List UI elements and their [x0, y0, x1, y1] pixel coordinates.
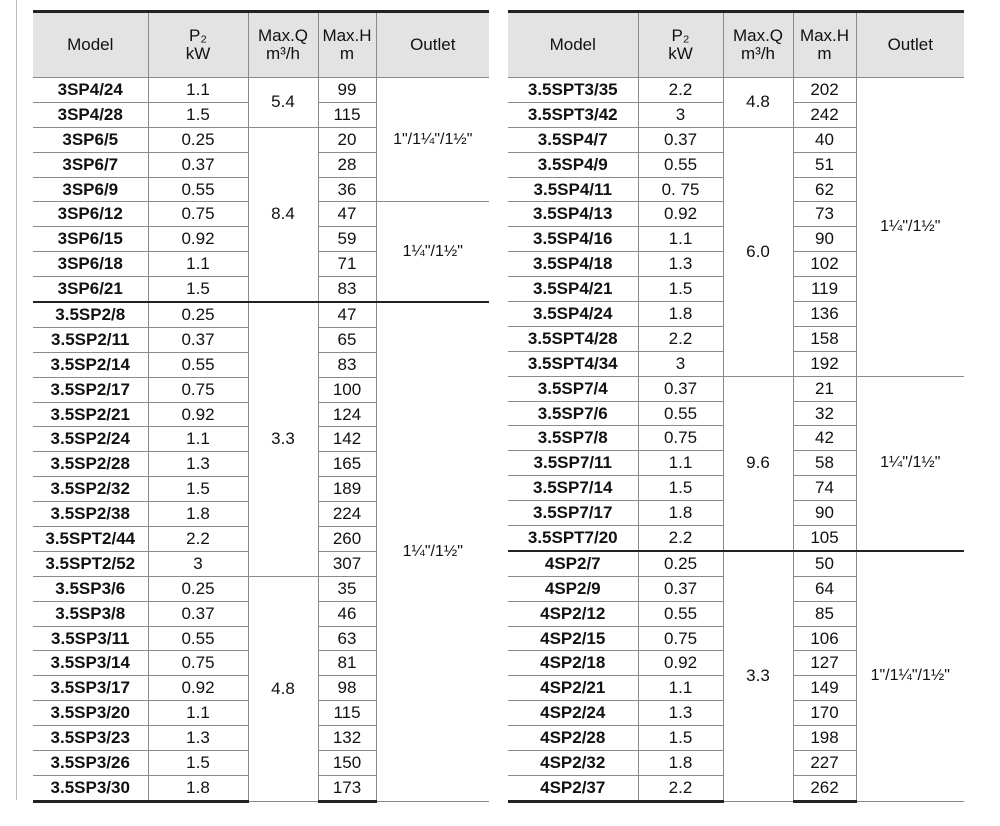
power-cell: 0.75 — [638, 426, 723, 451]
power-cell: 0.75 — [148, 202, 248, 227]
model-cell: 3.5SP7/8 — [508, 426, 638, 451]
model-cell: 3.5SPT4/28 — [508, 326, 638, 351]
power-cell: 1.3 — [638, 701, 723, 726]
power-cell: 0.55 — [148, 177, 248, 202]
model-cell: 4SP2/12 — [508, 601, 638, 626]
max-head-cell: 102 — [793, 252, 856, 277]
header-maxq: Max.Q m³/h — [723, 12, 793, 78]
max-head-cell: 90 — [793, 501, 856, 526]
max-head-cell: 224 — [318, 502, 376, 527]
power-cell: 0.37 — [638, 376, 723, 401]
model-cell: 3.5SP3/23 — [33, 726, 148, 751]
power-cell: 0.25 — [148, 302, 248, 327]
model-cell: 3.5SP3/6 — [33, 576, 148, 601]
power-cell: 2.2 — [638, 78, 723, 103]
max-head-cell: 47 — [318, 302, 376, 327]
max-flow-cell: 6.0 — [723, 127, 793, 376]
power-cell: 0.55 — [638, 601, 723, 626]
header-outlet: Outlet — [376, 12, 489, 78]
model-cell: 3.5SP7/11 — [508, 451, 638, 476]
max-head-cell: 127 — [793, 651, 856, 676]
power-cell: 2.2 — [638, 526, 723, 551]
max-head-cell: 165 — [318, 452, 376, 477]
max-head-cell: 136 — [793, 302, 856, 327]
power-cell: 1.8 — [148, 502, 248, 527]
power-cell: 1.1 — [638, 227, 723, 252]
model-cell: 4SP2/32 — [508, 751, 638, 776]
max-head-cell: 173 — [318, 775, 376, 801]
max-head-cell: 158 — [793, 326, 856, 351]
max-head-cell: 90 — [793, 227, 856, 252]
outlet-cell: 1¼"/1½" — [856, 78, 964, 377]
max-head-cell: 40 — [793, 127, 856, 152]
model-cell: 3.5SP7/4 — [508, 376, 638, 401]
max-head-cell: 202 — [793, 78, 856, 103]
outlet-cell: 1¼"/1½" — [376, 202, 489, 302]
model-cell: 3.5SP3/8 — [33, 601, 148, 626]
max-head-cell: 260 — [318, 527, 376, 552]
power-cell: 0.25 — [638, 551, 723, 576]
max-head-cell: 307 — [318, 551, 376, 576]
model-cell: 3SP6/7 — [33, 152, 148, 177]
table-row — [33, 302, 489, 327]
model-cell: 3.5SP7/6 — [508, 401, 638, 426]
max-head-cell: 98 — [318, 676, 376, 701]
power-cell: 0.37 — [638, 576, 723, 601]
model-cell: 3SP6/21 — [33, 277, 148, 302]
max-head-cell: 21 — [793, 376, 856, 401]
model-cell: 3.5SP3/17 — [33, 676, 148, 701]
model-cell: 3.5SPT4/34 — [508, 351, 638, 376]
table-row — [508, 376, 964, 401]
power-cell: 1.1 — [148, 427, 248, 452]
power-cell: 1.8 — [638, 302, 723, 327]
header-row — [33, 12, 489, 78]
max-head-cell: 65 — [318, 327, 376, 352]
model-cell: 4SP2/37 — [508, 775, 638, 801]
model-cell: 3.5SP4/16 — [508, 227, 638, 252]
power-cell: 1.8 — [148, 775, 248, 801]
outlet-cell: 1"/1¼"/1½" — [376, 78, 489, 202]
max-head-cell: 132 — [318, 726, 376, 751]
max-head-cell: 42 — [793, 426, 856, 451]
model-cell: 3SP6/12 — [33, 202, 148, 227]
max-flow-cell: 3.3 — [248, 302, 318, 576]
spec-table-left — [33, 10, 489, 803]
power-cell: 3 — [638, 102, 723, 127]
max-head-cell: 100 — [318, 377, 376, 402]
table-row — [508, 551, 964, 576]
power-cell: 1.1 — [638, 676, 723, 701]
power-cell: 0.37 — [638, 127, 723, 152]
model-cell: 3.5SPT3/35 — [508, 78, 638, 103]
max-head-cell: 149 — [793, 676, 856, 701]
power-cell: 3 — [148, 551, 248, 576]
max-head-cell: 74 — [793, 476, 856, 501]
model-cell: 3.5SP3/11 — [33, 626, 148, 651]
power-cell: 1.5 — [638, 476, 723, 501]
max-head-cell: 106 — [793, 626, 856, 651]
model-cell: 3.5SP4/7 — [508, 127, 638, 152]
max-head-cell: 73 — [793, 202, 856, 227]
power-cell: 0.92 — [148, 227, 248, 252]
max-head-cell: 150 — [318, 751, 376, 776]
max-head-cell: 32 — [793, 401, 856, 426]
max-flow-cell: 4.8 — [248, 576, 318, 801]
model-cell: 4SP2/28 — [508, 726, 638, 751]
table-row — [33, 78, 489, 103]
power-cell: 0.37 — [148, 152, 248, 177]
max-head-cell: 64 — [793, 576, 856, 601]
outlet-cell: 1"/1¼"/1½" — [856, 551, 964, 801]
max-head-cell: 99 — [318, 78, 376, 103]
model-cell: 3.5SPT2/44 — [33, 527, 148, 552]
max-head-cell: 115 — [318, 102, 376, 127]
power-cell: 1.3 — [638, 252, 723, 277]
page-edge-line — [16, 0, 17, 800]
model-cell: 3.5SP4/13 — [508, 202, 638, 227]
max-head-cell: 58 — [793, 451, 856, 476]
max-head-cell: 142 — [318, 427, 376, 452]
header-maxh: Max.H m — [318, 12, 376, 78]
max-head-cell: 63 — [318, 626, 376, 651]
power-cell: 0. 75 — [638, 177, 723, 202]
max-head-cell: 35 — [318, 576, 376, 601]
model-cell: 3.5SP2/8 — [33, 302, 148, 327]
model-cell: 3SP6/18 — [33, 252, 148, 277]
spec-table-right — [508, 10, 964, 803]
power-cell: 2.2 — [638, 326, 723, 351]
power-cell: 0.55 — [148, 626, 248, 651]
power-cell: 1.8 — [638, 751, 723, 776]
model-cell: 3.5SP4/9 — [508, 152, 638, 177]
model-cell: 4SP2/21 — [508, 676, 638, 701]
header-maxh: Max.H m — [793, 12, 856, 78]
power-cell: 0.75 — [638, 626, 723, 651]
model-cell: 3.5SP4/24 — [508, 302, 638, 327]
model-cell: 3.5SP7/17 — [508, 501, 638, 526]
max-head-cell: 83 — [318, 277, 376, 302]
header-maxq: Max.Q m³/h — [248, 12, 318, 78]
power-cell: 1.1 — [148, 78, 248, 103]
power-cell: 1.5 — [638, 726, 723, 751]
model-cell: 4SP2/24 — [508, 701, 638, 726]
model-cell: 3SP6/5 — [33, 127, 148, 152]
power-cell: 1.5 — [638, 277, 723, 302]
power-cell: 1.1 — [148, 701, 248, 726]
model-cell: 3SP6/15 — [33, 227, 148, 252]
model-cell: 3.5SP4/21 — [508, 277, 638, 302]
power-cell: 2.2 — [148, 527, 248, 552]
max-head-cell: 71 — [318, 252, 376, 277]
max-head-cell: 227 — [793, 751, 856, 776]
outlet-cell: 1¼"/1½" — [856, 376, 964, 551]
power-cell: 1.5 — [148, 277, 248, 302]
model-cell: 4SP2/15 — [508, 626, 638, 651]
max-flow-cell: 3.3 — [723, 551, 793, 801]
power-cell: 0.75 — [148, 651, 248, 676]
max-flow-cell: 9.6 — [723, 376, 793, 551]
power-cell: 1.3 — [148, 726, 248, 751]
model-cell: 3.5SP3/14 — [33, 651, 148, 676]
power-cell: 0.92 — [148, 402, 248, 427]
power-cell: 0.37 — [148, 601, 248, 626]
max-head-cell: 47 — [318, 202, 376, 227]
max-head-cell: 62 — [793, 177, 856, 202]
model-cell: 3.5SP4/11 — [508, 177, 638, 202]
max-head-cell: 262 — [793, 775, 856, 801]
power-cell: 2.2 — [638, 775, 723, 801]
model-cell: 3.5SP2/24 — [33, 427, 148, 452]
power-cell: 0.92 — [638, 651, 723, 676]
model-cell: 3.5SP2/14 — [33, 352, 148, 377]
max-flow-cell: 8.4 — [248, 127, 318, 302]
max-head-cell: 20 — [318, 127, 376, 152]
max-head-cell: 189 — [318, 477, 376, 502]
power-cell: 1.1 — [148, 252, 248, 277]
header-outlet: Outlet — [856, 12, 964, 78]
model-cell: 3.5SP2/28 — [33, 452, 148, 477]
power-cell: 0.25 — [148, 127, 248, 152]
power-cell: 0.75 — [148, 377, 248, 402]
power-cell: 1.8 — [638, 501, 723, 526]
max-head-cell: 105 — [793, 526, 856, 551]
power-cell: 0.92 — [148, 676, 248, 701]
power-cell: 1.5 — [148, 751, 248, 776]
outlet-cell: 1¼"/1½" — [376, 302, 489, 801]
max-head-cell: 242 — [793, 102, 856, 127]
model-cell: 4SP2/9 — [508, 576, 638, 601]
model-cell: 3.5SP2/21 — [33, 402, 148, 427]
max-flow-cell: 4.8 — [723, 78, 793, 128]
model-cell: 3.5SPT3/42 — [508, 102, 638, 127]
model-cell: 3.5SPT7/20 — [508, 526, 638, 551]
table-row — [508, 78, 964, 103]
model-cell: 4SP2/18 — [508, 651, 638, 676]
model-cell: 3SP4/24 — [33, 78, 148, 103]
max-head-cell: 119 — [793, 277, 856, 302]
power-cell: 1.1 — [638, 451, 723, 476]
model-cell: 3.5SP3/30 — [33, 775, 148, 801]
max-head-cell: 170 — [793, 701, 856, 726]
power-cell: 0.55 — [638, 152, 723, 177]
max-head-cell: 51 — [793, 152, 856, 177]
power-cell: 0.37 — [148, 327, 248, 352]
power-cell: 1.3 — [148, 452, 248, 477]
power-cell: 3 — [638, 351, 723, 376]
header-model: Model — [508, 12, 638, 78]
max-head-cell: 59 — [318, 227, 376, 252]
header-p2: P₂ kW — [638, 12, 723, 78]
power-cell: 0.55 — [638, 401, 723, 426]
model-cell: 3.5SP2/17 — [33, 377, 148, 402]
max-head-cell: 83 — [318, 352, 376, 377]
power-cell: 1.5 — [148, 102, 248, 127]
header-model: Model — [33, 12, 148, 78]
model-cell: 3.5SP3/20 — [33, 701, 148, 726]
max-head-cell: 50 — [793, 551, 856, 576]
max-head-cell: 115 — [318, 701, 376, 726]
max-head-cell: 85 — [793, 601, 856, 626]
model-cell: 3.5SP4/18 — [508, 252, 638, 277]
power-cell: 0.55 — [148, 352, 248, 377]
model-cell: 3.5SP7/14 — [508, 476, 638, 501]
power-cell: 0.25 — [148, 576, 248, 601]
header-p2: P₂ kW — [148, 12, 248, 78]
max-head-cell: 36 — [318, 177, 376, 202]
model-cell: 3.5SP2/11 — [33, 327, 148, 352]
max-head-cell: 28 — [318, 152, 376, 177]
model-cell: 3.5SPT2/52 — [33, 551, 148, 576]
model-cell: 3SP6/9 — [33, 177, 148, 202]
header-row — [508, 12, 964, 78]
max-head-cell: 81 — [318, 651, 376, 676]
max-flow-cell: 5.4 — [248, 78, 318, 128]
model-cell: 3.5SP2/32 — [33, 477, 148, 502]
model-cell: 3SP4/28 — [33, 102, 148, 127]
power-cell: 0.92 — [638, 202, 723, 227]
max-head-cell: 192 — [793, 351, 856, 376]
max-head-cell: 198 — [793, 726, 856, 751]
max-head-cell: 124 — [318, 402, 376, 427]
model-cell: 3.5SP3/26 — [33, 751, 148, 776]
power-cell: 1.5 — [148, 477, 248, 502]
model-cell: 3.5SP2/38 — [33, 502, 148, 527]
model-cell: 4SP2/7 — [508, 551, 638, 576]
max-head-cell: 46 — [318, 601, 376, 626]
